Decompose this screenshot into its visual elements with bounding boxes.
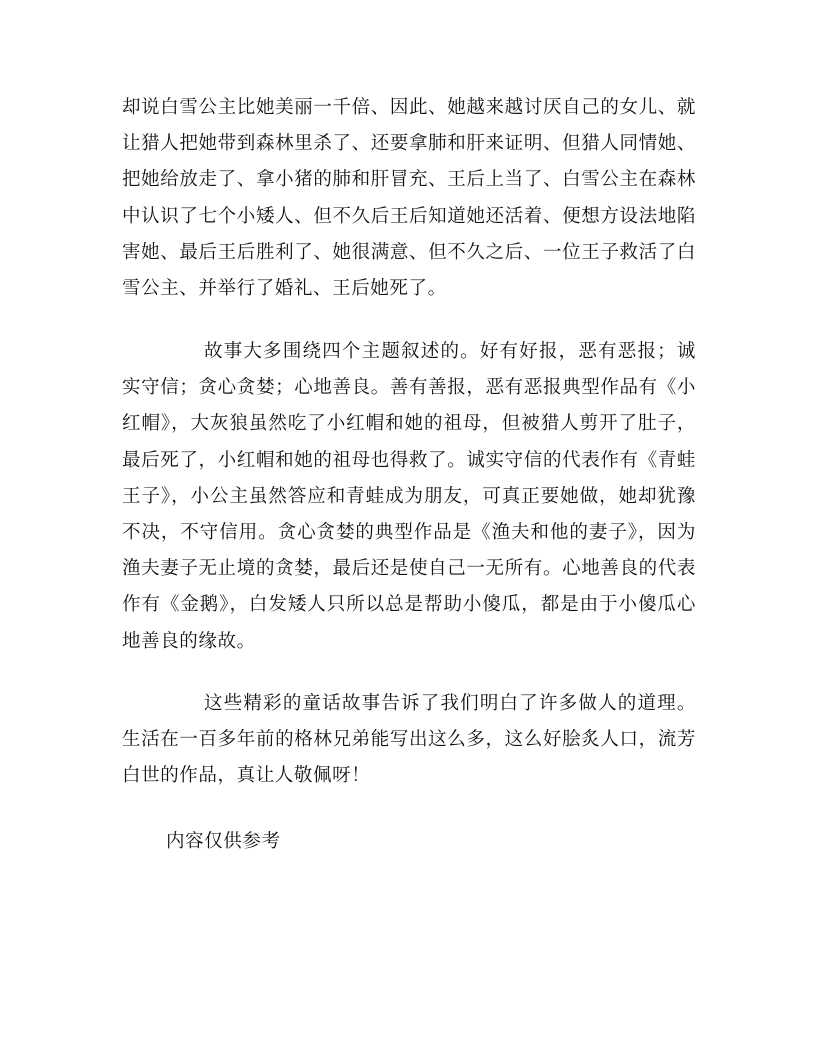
conclusion-paragraph: 这些精彩的童话故事告诉了我们明白了许多做人的道理。生活在一百多年前的格林兄弟能写出这么多，这么好脍炙人口，流芳白世的作品，真让人敬佩呀！ bbox=[122, 693, 696, 787]
story-summary-paragraph: 却说白雪公主比她美丽一千倍、因此、她越来越讨厌自己的女儿、就让猎人把她带到森林里杀了、还要拿肺和肝来证明、但猎人同情她、把她给放走了、拿小猪的肺和肝冒充、王后上当了、白雪公主在森林中认识了七个小矮人、但不久后王后知道她还活着、便想方设法地陷害她、最后王后胜利了、她很满意、但不久之后、一位王子救活了白雪公主、并举行了婚礼、王后她死了。 bbox=[122, 97, 696, 300]
footer-note: 内容仅供参考 bbox=[166, 831, 281, 852]
themes-paragraph: 故事大多围绕四个主题叙述的。好有好报，恶有恶报；诚实守信；贪心贪婪；心地善良。善有善报，恶有恶报典型作品有《小红帽》，大灰狼虽然吃了小红帽和她的祖母，但被猎人剪开了肚子，最后死了，小红帽和她的祖母也得救了。诚实守信的代表作有《青蛙王子》，小公主虽然答应和青蛙成为朋友，可真正要她做，她却犹豫不决，不守信用。贪心贪婪的典型作品是《渔夫和他的妻子》，因为渔夫妻子无止境的贪婪，最后还是使自己一无所有。心地善良的代表作有《金鹅》，白发矮人只所以总是帮助小傻瓜，都是由于小傻瓜心地善良的缘故。 bbox=[122, 341, 696, 652]
